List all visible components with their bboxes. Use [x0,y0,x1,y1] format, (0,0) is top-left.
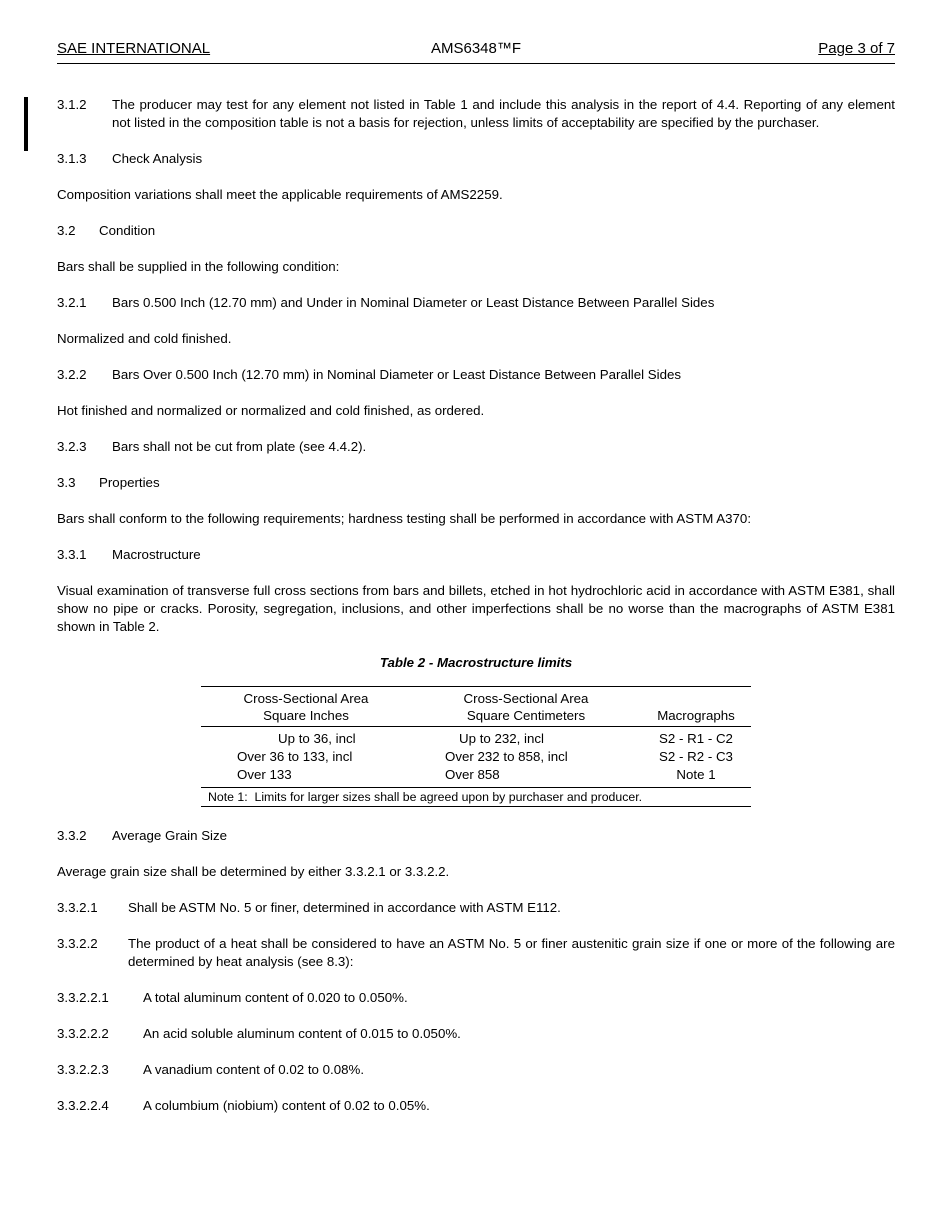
section-number: 3.3.2 [57,828,87,843]
cell-square-centimeters: Over 858 [445,767,500,782]
table-note: Note 1: Limits for larger sizes shall be agreed upon by purchaser and producer. [201,787,751,807]
column-header-line: Macrographs [657,708,735,723]
section-number: 3.3.1 [57,547,87,562]
paragraph-bars-conform: Bars shall conform to the following requirements; hardness testing shall be performed in accordance with ASTM A370: [57,511,752,526]
section-number: 3.3.2.2 [57,936,98,951]
section-number: 3.2.3 [57,439,87,454]
section-3-3 [57,474,895,492]
section-heading: Condition [99,223,156,238]
column-header-line: Square Inches [263,708,349,723]
section-number: 3.3.2.2.3 [57,1062,109,1077]
section-3-3-2-2-2 [57,1025,895,1043]
section-3-3-1 [57,546,895,564]
section-3-3-2-2-1 [57,989,895,1007]
section-number: 3.2.2 [57,367,87,382]
section-heading: Check Analysis [112,151,203,166]
section-number: 3.1.3 [57,151,87,166]
cell-macrographs: S2 - R2 - C3 [659,749,733,764]
section-heading: Average Grain Size [112,828,228,843]
section-text: The product of a heat shall be considered to have an ASTM No. 5 or finer austenitic grain size if one or more of the following are determined by heat analysis (see 8.3): [128,936,895,969]
section-heading: Bars 0.500 Inch (12.70 mm) and Under in Nominal Diameter or Least Distance Between Parallel Sides [112,295,715,310]
section-number: 3.1.2 [57,97,87,112]
column-header-line: Cross-Sectional Area [243,691,369,706]
paragraph-composition-variations: Composition variations shall meet the applicable requirements of AMS2259. [57,187,503,202]
column-header-line: Square Centimeters [466,708,586,723]
section-text: Bars shall not be cut from plate (see 4.4.2). [112,439,367,454]
cell-macrographs: Note 1 [676,767,716,782]
table-row [201,730,751,748]
paragraph-visual-examination: Visual examination of transverse full cross sections from bars and billets, etched in hot hydrochloric acid in accordance with ASTM E381, shall show no pipe or cracks. Porosity, segregation, inclusions, and other imperfections shall be no worse than the macrographs of ASTM E381 shown in Table 2. [57,583,895,634]
section-3-3-2-2-3 [57,1061,895,1079]
paragraph-bars-condition: Bars shall be supplied in the following condition: [57,259,340,274]
section-text: A columbium (niobium) content of 0.02 to 0.05%. [143,1098,430,1113]
section-3-3-2-2-4 [57,1097,895,1115]
section-number: 3.3.2.2.1 [57,990,109,1005]
table-row [201,748,751,766]
section-heading: Properties [99,475,160,490]
cell-square-inches: Over 36 to 133, incl [237,749,353,764]
section-3-1-3 [57,150,895,168]
section-number: 3.3.2.2.2 [57,1026,109,1041]
section-number: 3.3.2.1 [57,900,98,915]
header-page-number: Page 3 of 7 [818,40,895,57]
column-header-line: Cross-Sectional Area [463,691,589,706]
header-document-number: AMS6348™F [430,40,522,57]
cell-square-inches: Up to 36, incl [278,731,356,746]
table-title: Table 2 - Macrostructure limits [379,655,573,670]
section-3-2-2 [57,366,895,384]
paragraph-normalized: Normalized and cold finished. [57,331,232,346]
header-organization: SAE INTERNATIONAL [57,40,211,57]
cell-macrographs: S2 - R1 - C2 [659,731,733,746]
table-header-row [201,687,751,727]
table-row [201,766,751,784]
section-3-2-1 [57,294,895,312]
cell-square-centimeters: Up to 232, incl [459,731,545,746]
section-text: A total aluminum content of 0.020 to 0.050%. [143,990,408,1005]
column-header-square-centimeters [411,690,641,724]
table-body [201,727,751,787]
section-3-2 [57,222,895,240]
page-header [57,40,895,64]
section-heading: Bars Over 0.500 Inch (12.70 mm) in Nominal Diameter or Least Distance Between Parallel Sides [112,367,682,382]
section-text: The producer may test for any element not listed in Table 1 and include this analysis in the report of 4.4. Reporting of any element not listed in the composition table is not a basis for rejection, unless limits of acceptability are specified by the purchaser. [112,97,895,130]
revision-change-bar [24,97,28,151]
section-text: A vanadium content of 0.02 to 0.08%. [143,1062,365,1077]
column-header-macrographs [641,690,751,724]
section-3-1-2 [57,96,895,132]
section-text: Shall be ASTM No. 5 or finer, determined in accordance with ASTM E112. [128,900,561,915]
section-heading: Macrostructure [112,547,201,562]
section-3-2-3 [57,438,895,456]
paragraph-average-grain-size: Average grain size shall be determined by either 3.3.2.1 or 3.3.2.2. [57,864,450,879]
table [201,686,751,807]
section-3-3-2-2 [57,935,895,971]
cell-square-centimeters: Over 232 to 858, incl [445,749,568,764]
section-number: 3.2.1 [57,295,87,310]
section-3-3-2-1 [57,899,895,917]
section-text: An acid soluble aluminum content of 0.015 to 0.050%. [143,1026,461,1041]
section-3-3-2 [57,827,895,845]
table-2-macrostructure-limits [201,654,751,807]
section-number: 3.3.2.2.4 [57,1098,109,1113]
section-number: 3.2 [57,223,76,238]
document-body [57,64,895,1115]
column-header-square-inches [201,690,411,724]
paragraph-hot-finished: Hot finished and normalized or normalized and cold finished, as ordered. [57,403,485,418]
cell-square-inches: Over 133 [237,767,292,782]
section-number: 3.3 [57,475,76,490]
